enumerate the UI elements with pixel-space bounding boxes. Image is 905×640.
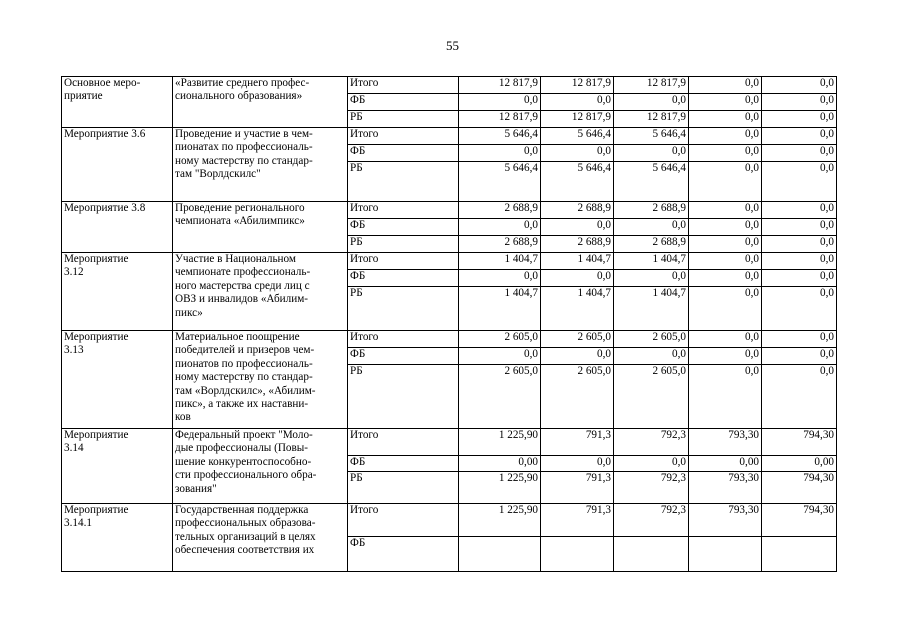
funding-source-cell: Итого xyxy=(348,128,459,145)
amount-cell: 792,3 xyxy=(614,429,689,456)
amount-cell: 12 817,9 xyxy=(614,111,689,128)
amount-cell: 0,0 xyxy=(762,331,837,348)
funding-source-cell: Итого xyxy=(348,253,459,270)
activity-name-cell: Участие в Национальном чемпионате профессиональ- ного мастерства среди лиц с ОВЗ и инвалидов «Абилим- пикс» xyxy=(173,253,348,331)
amount-cell: 1 225,90 xyxy=(459,504,541,537)
table-row xyxy=(62,128,837,145)
amount-cell: 0,0 xyxy=(541,145,614,162)
amount-cell: 5 646,4 xyxy=(541,162,614,202)
funding-source-cell: РБ xyxy=(348,472,459,504)
amount-cell: 1 404,7 xyxy=(541,253,614,270)
funding-source-cell: РБ xyxy=(348,365,459,429)
amount-cell: 1 404,7 xyxy=(459,287,541,331)
funding-source-cell: ФБ xyxy=(348,270,459,287)
amount-cell: 0,00 xyxy=(689,456,762,472)
amount-cell: 0,0 xyxy=(459,145,541,162)
amount-cell: 0,0 xyxy=(614,270,689,287)
activity-name-cell: Проведение и участие в чем- пионатах по профессиональ- ному мастерству по стандар- там "Ворлдскилс" xyxy=(173,128,348,202)
amount-cell: 0,0 xyxy=(541,219,614,236)
funding-source-cell: ФБ xyxy=(348,145,459,162)
amount-cell: 0,0 xyxy=(459,94,541,111)
funding-source-cell: ФБ xyxy=(348,219,459,236)
activity-name-cell: Государственная поддержка профессиональных образова- тельных организаций в целях обеспечения соответствия их xyxy=(173,504,348,572)
amount-cell: 0,0 xyxy=(541,270,614,287)
amount-cell: 0,0 xyxy=(762,128,837,145)
amount-cell: 2 605,0 xyxy=(614,365,689,429)
table-row xyxy=(62,77,837,94)
amount-cell: 0,0 xyxy=(762,202,837,219)
amount-cell: 5 646,4 xyxy=(459,128,541,145)
amount-cell xyxy=(459,537,541,572)
funding-source-cell: ФБ xyxy=(348,537,459,572)
amount-cell: 794,30 xyxy=(762,472,837,504)
amount-cell: 0,0 xyxy=(614,145,689,162)
amount-cell: 791,3 xyxy=(541,429,614,456)
funding-source-cell: ФБ xyxy=(348,94,459,111)
amount-cell: 2 688,9 xyxy=(541,236,614,253)
amount-cell: 793,30 xyxy=(689,472,762,504)
amount-cell: 5 646,4 xyxy=(459,162,541,202)
amount-cell: 1 404,7 xyxy=(614,253,689,270)
amount-cell: 0,0 xyxy=(762,219,837,236)
amount-cell: 0,0 xyxy=(762,348,837,365)
amount-cell: 12 817,9 xyxy=(541,111,614,128)
amount-cell: 0,0 xyxy=(459,270,541,287)
amount-cell: 1 225,90 xyxy=(459,429,541,456)
amount-cell: 0,0 xyxy=(689,111,762,128)
activity-name-cell: «Развитие среднего профес- сионального образования» xyxy=(173,77,348,128)
amount-cell: 0,0 xyxy=(689,365,762,429)
activity-name-cell: Проведение регионального чемпионата «Абилимпикс» xyxy=(173,202,348,253)
activity-cell: Мероприятие 3.14 xyxy=(62,429,173,504)
table-row xyxy=(62,331,837,348)
funding-source-cell: РБ xyxy=(348,162,459,202)
amount-cell: 0,0 xyxy=(614,94,689,111)
amount-cell xyxy=(614,537,689,572)
amount-cell: 2 605,0 xyxy=(459,365,541,429)
amount-cell: 0,0 xyxy=(762,94,837,111)
page-number: 55 xyxy=(446,38,459,53)
amount-cell: 0,0 xyxy=(689,162,762,202)
amount-cell: 0,0 xyxy=(689,270,762,287)
amount-cell: 0,0 xyxy=(689,94,762,111)
amount-cell: 12 817,9 xyxy=(459,77,541,94)
amount-cell: 0,0 xyxy=(541,456,614,472)
amount-cell: 791,3 xyxy=(541,504,614,537)
funding-source-cell: Итого xyxy=(348,504,459,537)
funding-source-cell: Итого xyxy=(348,77,459,94)
amount-cell: 2 688,9 xyxy=(541,202,614,219)
amount-cell: 12 817,9 xyxy=(614,77,689,94)
funding-source-cell: ФБ xyxy=(348,348,459,365)
amount-cell: 0,0 xyxy=(689,236,762,253)
funding-source-cell: ФБ xyxy=(348,456,459,472)
amount-cell: 793,30 xyxy=(689,429,762,456)
amount-cell: 0,0 xyxy=(689,77,762,94)
amount-cell: 794,30 xyxy=(762,429,837,456)
table-row xyxy=(62,253,837,270)
funding-source-cell: РБ xyxy=(348,287,459,331)
amount-cell: 2 605,0 xyxy=(541,365,614,429)
amount-cell: 0,0 xyxy=(689,331,762,348)
activity-cell: Мероприятие 3.6 xyxy=(62,128,173,202)
funding-source-cell: Итого xyxy=(348,331,459,348)
amount-cell: 2 688,9 xyxy=(459,236,541,253)
amount-cell: 5 646,4 xyxy=(614,128,689,145)
funding-source-cell: Итого xyxy=(348,202,459,219)
amount-cell: 0,0 xyxy=(614,456,689,472)
funding-source-cell: РБ xyxy=(348,111,459,128)
activity-cell: Основное меро- приятие xyxy=(62,77,173,128)
amount-cell: 0,0 xyxy=(459,348,541,365)
amount-cell: 0,0 xyxy=(762,253,837,270)
activity-cell: Мероприятие 3.13 xyxy=(62,331,173,429)
amount-cell: 0,0 xyxy=(614,219,689,236)
amount-cell: 0,0 xyxy=(762,365,837,429)
amount-cell: 0,0 xyxy=(689,128,762,145)
amount-cell: 12 817,9 xyxy=(459,111,541,128)
funding-source-cell: РБ xyxy=(348,236,459,253)
amount-cell: 0,0 xyxy=(762,287,837,331)
amount-cell: 791,3 xyxy=(541,472,614,504)
amount-cell: 0,0 xyxy=(541,348,614,365)
amount-cell: 2 688,9 xyxy=(614,202,689,219)
amount-cell xyxy=(762,537,837,572)
amount-cell: 0,0 xyxy=(689,219,762,236)
amount-cell: 0,0 xyxy=(762,270,837,287)
activity-cell: Мероприятие 3.12 xyxy=(62,253,173,331)
amount-cell: 5 646,4 xyxy=(614,162,689,202)
amount-cell: 1 225,90 xyxy=(459,472,541,504)
amount-cell: 1 404,7 xyxy=(459,253,541,270)
amount-cell: 2 688,9 xyxy=(459,202,541,219)
amount-cell: 0,0 xyxy=(689,202,762,219)
amount-cell: 0,0 xyxy=(762,236,837,253)
activity-cell: Мероприятие 3.8 xyxy=(62,202,173,253)
amount-cell: 0,0 xyxy=(762,162,837,202)
amount-cell: 2 605,0 xyxy=(541,331,614,348)
amount-cell: 792,3 xyxy=(614,472,689,504)
funding-source-cell: Итого xyxy=(348,429,459,456)
amount-cell: 0,0 xyxy=(762,111,837,128)
table-row xyxy=(62,202,837,219)
amount-cell: 0,0 xyxy=(689,253,762,270)
amount-cell xyxy=(541,537,614,572)
table-row xyxy=(62,504,837,537)
amount-cell: 0,0 xyxy=(762,145,837,162)
amount-cell: 2 605,0 xyxy=(614,331,689,348)
amount-cell: 1 404,7 xyxy=(541,287,614,331)
table-row xyxy=(62,429,837,456)
amount-cell xyxy=(689,537,762,572)
amount-cell: 1 404,7 xyxy=(614,287,689,331)
activity-name-cell: Федеральный проект "Моло- дые профессионалы (Повы- шение конкурентоспособно- сти профессионального обра- зования" xyxy=(173,429,348,504)
amount-cell: 0,0 xyxy=(689,348,762,365)
amount-cell: 0,0 xyxy=(689,287,762,331)
amount-cell: 0,0 xyxy=(541,94,614,111)
amount-cell: 2 605,0 xyxy=(459,331,541,348)
amount-cell: 793,30 xyxy=(689,504,762,537)
amount-cell: 0,00 xyxy=(762,456,837,472)
amount-cell: 0,00 xyxy=(459,456,541,472)
budget-table xyxy=(61,76,837,572)
activity-cell: Мероприятие 3.14.1 xyxy=(62,504,173,572)
activity-name-cell: Материальное поощрение победителей и призеров чем- пионатов по профессиональ- ному мастерству по стандар- там «Ворлдскилс», «Абилим- пикс», а также их наставни- ков xyxy=(173,331,348,429)
amount-cell: 0,0 xyxy=(689,145,762,162)
amount-cell: 0,0 xyxy=(762,77,837,94)
amount-cell: 12 817,9 xyxy=(541,77,614,94)
amount-cell: 794,30 xyxy=(762,504,837,537)
amount-cell: 0,0 xyxy=(459,219,541,236)
amount-cell: 5 646,4 xyxy=(541,128,614,145)
amount-cell: 2 688,9 xyxy=(614,236,689,253)
amount-cell: 792,3 xyxy=(614,504,689,537)
amount-cell: 0,0 xyxy=(614,348,689,365)
